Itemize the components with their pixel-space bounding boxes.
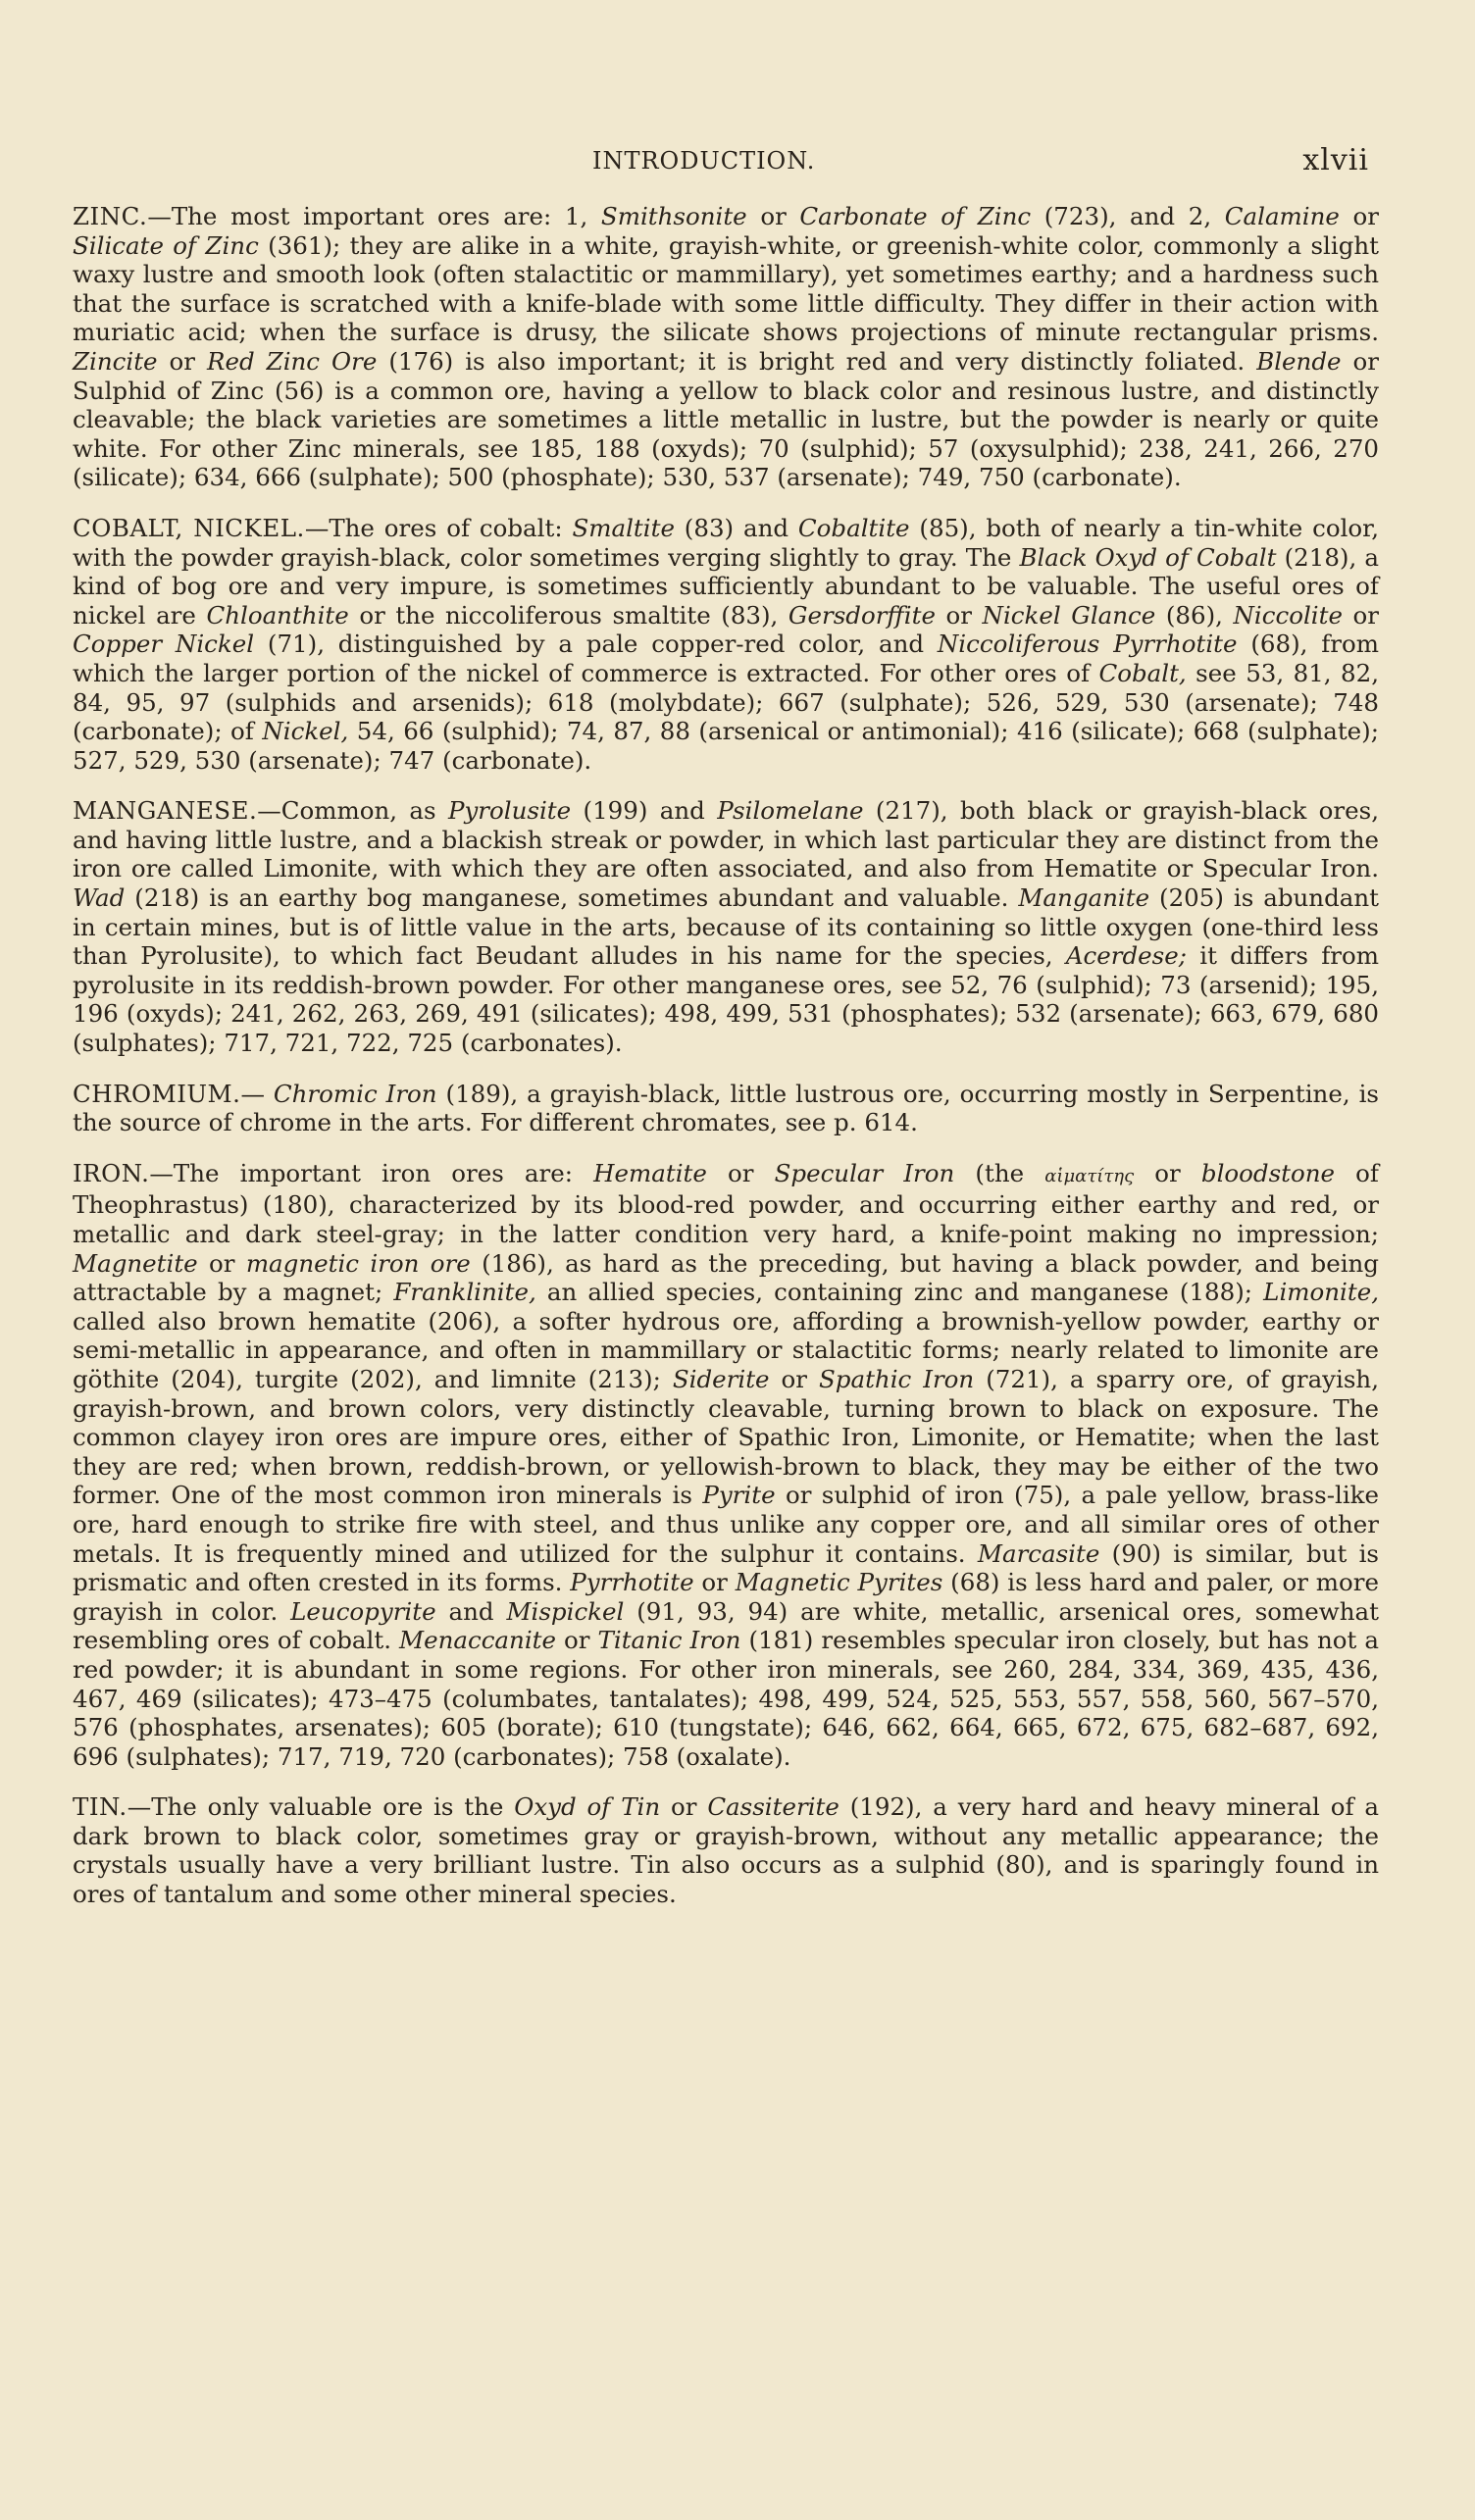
italic-term: Manganite [1018, 883, 1150, 913]
italic-term: Oxyd of Tin [514, 1792, 661, 1822]
text-run: or [157, 346, 208, 376]
italic-term: magnetic iron ore [245, 1248, 471, 1278]
text-run: (91, 93, 94) are white, metallic, arsenical ores, somewhat resembling ores of cobalt. [73, 1596, 1379, 1655]
text-run: (217), both black or grayish-black ores, and having little lustre, and a blackish streak or powder, in which last particular they are distinct from the iron ore called Limonite, with which they are often associated, and also from Hematite or Specular Iron. [73, 796, 1379, 883]
italic-term: Spathic Iron [819, 1364, 975, 1393]
text-run: or [556, 1626, 598, 1655]
text-run: (86), [1155, 600, 1234, 630]
page-number: xlvii [1302, 143, 1369, 177]
text-run: (205) is abundant in certain mines, but is of little value in the arts, because of its containing so little oxygen (one-third less than Pyrolusite), to which fact Beudant alludes in his name for the species, [73, 883, 1379, 971]
text-run: (71), distinguished by a pale copper-red color, and [254, 630, 938, 659]
text-run: (83) and [674, 513, 798, 542]
italic-term: Cobalt, [1098, 658, 1187, 687]
italic-term: Calamine [1224, 202, 1340, 230]
italic-term: Gersdorffite [788, 600, 936, 630]
paragraph-manganese [73, 796, 1379, 1057]
italic-term: Zincite [73, 346, 158, 376]
italic-term: Chloanthite [206, 600, 349, 630]
italic-term: Marcasite [977, 1538, 1100, 1568]
paragraph-cobalt-nickel [73, 514, 1379, 775]
text-run: 54, 66 (sulphid); 74, 87, 88 (arsenical or antimonial); 416 (silicate); 668 (sulphate); 527, 529, 530 (arsenate); 747 (carbonate). [73, 717, 1379, 775]
greek-term: αἱματίτης [1044, 1165, 1135, 1186]
text-run: or [197, 1248, 246, 1278]
text-run: (721), a sparry ore, of grayish, grayish-brown, and brown colors, very distinctly cleavable, turning brown to black on exposure. The common clayey iron ores are impure ores, either of Spathic Iron, Limonite, or Hematite; when the last they are red; when brown, reddish-brown, or yellowish-brown to black, they may be either of the two former. One of the most common iron minerals is [73, 1364, 1379, 1510]
italic-term: Niccoliferous Pyrrhotite [937, 630, 1238, 659]
italic-term: bloodstone [1200, 1158, 1336, 1187]
text-run: (181) resembles specular iron closely, but has not a red powder; it is abundant in some regions. For other iron minerals, see 260, 284, 334, 369, 435, 436, 467, 469 (silicates); 473–475 (columbates, tantalates); 498, 499, 524, 525, 553, 557, 558, 560, 567–570, 576 (phosphates, arsenates); 605 (borate); 610 (tungstate); 646, 662, 664, 665, 672, 675, 682–687, 692, 696 (sulphates); 717, 719, 720 (carbonates); 758 (oxalate). [73, 1626, 1379, 1771]
italic-term: Red Zinc Ore [207, 346, 378, 376]
text-run: (361); they are alike in a white, grayish-white, or greenish-white color, commonly a slight waxy lustre and smooth look (often stalactitic or mammillary), yet sometimes earthy; and a hardness such that the surface is scratched with a knife-blade with some little difficulty. They differ in their action with muriatic acid; when the surface is drusy, the silicate shows projections of minute rectangular prisms. [73, 230, 1380, 347]
text-run: or [660, 1792, 708, 1822]
text-run: or [693, 1568, 736, 1597]
text-run: or Sulphid of Zinc (56) is a common ore, having a yellow to black color and resinous lustre, and distinctly cleavable; the black varieties are sometimes a little metallic in lustre, but the powder is nearly or quite white. For other Zinc minerals, see 185, 188 (oxyds); 70 (sulphid); 57 (oxysulphid); 238, 241, 266, 270 (silicate); 634, 666 (sulphate); 500 (phosphate); 530, 537 (arsenate); 749, 750 (carbonate). [73, 346, 1379, 492]
section-heading: COBALT, NICKEL. [73, 513, 305, 542]
text-run: (218), a kind of bog ore and very impure, is sometimes sufficiently abundant to be valuable. The useful ores of nickel are [73, 542, 1379, 630]
text-run: —The important iron ores are: [149, 1158, 594, 1187]
italic-term: Mispickel [506, 1596, 625, 1626]
text-run: (723), and 2, [1031, 202, 1225, 230]
text-run: or [1339, 202, 1380, 230]
text-run: —The only valuable ore is the [127, 1792, 515, 1822]
italic-term: Titanic Iron [597, 1626, 741, 1655]
text-run: (90) is similar, but is prismatic and often crested in its forms. [73, 1538, 1379, 1597]
section-heading: CHROMIUM. [73, 1079, 241, 1108]
italic-term: Limonite, [1263, 1278, 1380, 1307]
italic-term: Leucopyrite [290, 1596, 436, 1626]
italic-term: Nickel Glance [982, 600, 1156, 630]
text-run: or [1134, 1158, 1201, 1187]
italic-term: Silicate of Zinc [73, 230, 259, 260]
text-run: an allied species, containing zinc and manganese (188); [535, 1278, 1264, 1307]
text-run: it differs from pyrolusite in its reddish-brown powder. For other manganese ores, see 52, 76 (sulphid); 73 (arsenid); 195, 196 (oxyds); 241, 262, 263, 269, 491 (silicates); 498, 499, 531 (phosphates); 532 (arsenate); 663, 679, 680 (sulphates); 717, 721, 722, 725 (carbonates). [73, 941, 1379, 1058]
italic-term: Chromic Iron [273, 1079, 437, 1108]
italic-term: Menaccanite [399, 1626, 556, 1655]
text-run: or [935, 600, 983, 630]
section-heading: ZINC. [73, 202, 148, 230]
text-run: and [435, 1596, 507, 1626]
text-run: (the [954, 1158, 1045, 1187]
text-run: or [746, 202, 800, 230]
italic-term: Hematite [593, 1158, 707, 1187]
running-head [73, 143, 1379, 202]
section-heading: IRON. [73, 1158, 150, 1187]
italic-term: Specular Iron [774, 1158, 955, 1187]
italic-term: Black Oxyd of Cobalt [1019, 542, 1277, 572]
text-run: see 53, 81, 82, 84, 95, 97 (sulphids and arsenids); 618 (molybdate); 667 (sulphate); 526, 529, 530 (arsenate); 748 (carbonate); of [73, 658, 1379, 746]
italic-term: Carbonate of Zinc [799, 202, 1032, 230]
italic-term: Wad [73, 883, 126, 913]
text-run: —The most important ores are: 1, [147, 202, 601, 230]
text-run: (192), a very hard and heavy mineral of a dark brown to black color, sometimes gray or grayish-brown, without any metallic appearance; the crystals usually have a very brilliant lustre. Tin also occurs as a sulphid (80), and is sparingly found in ores of tantalum and some other mineral species. [73, 1792, 1379, 1909]
paragraph-tin [73, 1792, 1379, 1908]
text-run: (85), both of nearly a tin-white color, with the powder grayish-black, color sometimes verging slightly to gray. The [73, 513, 1379, 572]
text-run: —The ores of cobalt: [304, 513, 573, 542]
text-run: of Theophrastus) (180), characterized by its blood-red powder, and occurring either earthy and red, or metallic and dark steel-gray; in the latter condition very hard, a knife-point making no impression; [73, 1158, 1379, 1248]
text-run: or [1342, 600, 1379, 630]
italic-term: Franklinite, [393, 1278, 536, 1307]
paragraph-iron [73, 1159, 1379, 1771]
text-run: (176) is also important; it is bright red and very distinctly foliated. [377, 346, 1257, 376]
text-run: called also brown hematite (206), a softer hydrous ore, affording a brownish-yellow powder, earthy or semi-metallic in appearance, and often in mammillary or stalactitic forms; nearly related to limonite are göthite (204), turgite (202), and limnite (213); [73, 1306, 1379, 1393]
text-run: or [706, 1158, 775, 1187]
italic-term: Cassiterite [707, 1792, 839, 1822]
paragraph-zinc [73, 202, 1379, 492]
italic-term: Magnetic Pyrites [735, 1568, 943, 1597]
italic-term: Smaltite [572, 513, 675, 542]
text-run: or the niccoliferous smaltite (83), [348, 600, 788, 630]
italic-term: Magnetite [73, 1248, 198, 1278]
italic-term: Smithsonite [600, 202, 747, 230]
italic-term: Pyrolusite [447, 796, 572, 826]
text-run: (186), as hard as the preceding, but having a black powder, and being attractable by a magnet; [73, 1248, 1379, 1307]
italic-term: Blende [1256, 346, 1342, 376]
text-run: or [769, 1364, 820, 1393]
italic-term: Niccolite [1233, 600, 1343, 630]
section-heading: TIN. [73, 1792, 127, 1822]
italic-term: Nickel, [262, 717, 349, 746]
text-run: (68), from which the larger portion of the nickel of commerce is extracted. For other ores of [73, 630, 1380, 687]
italic-term: Acerdese; [1065, 941, 1187, 971]
text-run: (68) is less hard and paler, or more grayish in color. [73, 1568, 1379, 1626]
running-title: INTRODUCTION. [592, 147, 816, 175]
section-heading: MANGANESE. [73, 796, 258, 826]
italic-term: Pyrrhotite [570, 1568, 694, 1597]
text-run: —Common, as [257, 796, 448, 826]
text-run: or sulphid of iron (75), a pale yellow, brass-like ore, hard enough to strike fire with steel, and thus unlike any copper ore, and all similar ores of other metals. It is frequently mined and utilized for the sulphur it contains. [73, 1481, 1379, 1568]
italic-term: Copper Nickel [73, 630, 255, 659]
paragraph-chromium [73, 1080, 1379, 1137]
italic-term: Pyrite [702, 1481, 776, 1510]
text-run: (218) is an earthy bog manganese, sometimes abundant and valuable. [125, 883, 1019, 913]
text-run: — [240, 1079, 274, 1108]
italic-term: Psilomelane [717, 796, 864, 826]
italic-term: Cobaltite [797, 513, 910, 542]
text-run: (199) and [571, 796, 718, 826]
text-run: (189), a grayish-black, little lustrous ore, occurring mostly in Serpentine, is the source of chrome in the arts. For different chromates, see p. 614. [73, 1079, 1379, 1137]
italic-term: Siderite [672, 1364, 770, 1393]
